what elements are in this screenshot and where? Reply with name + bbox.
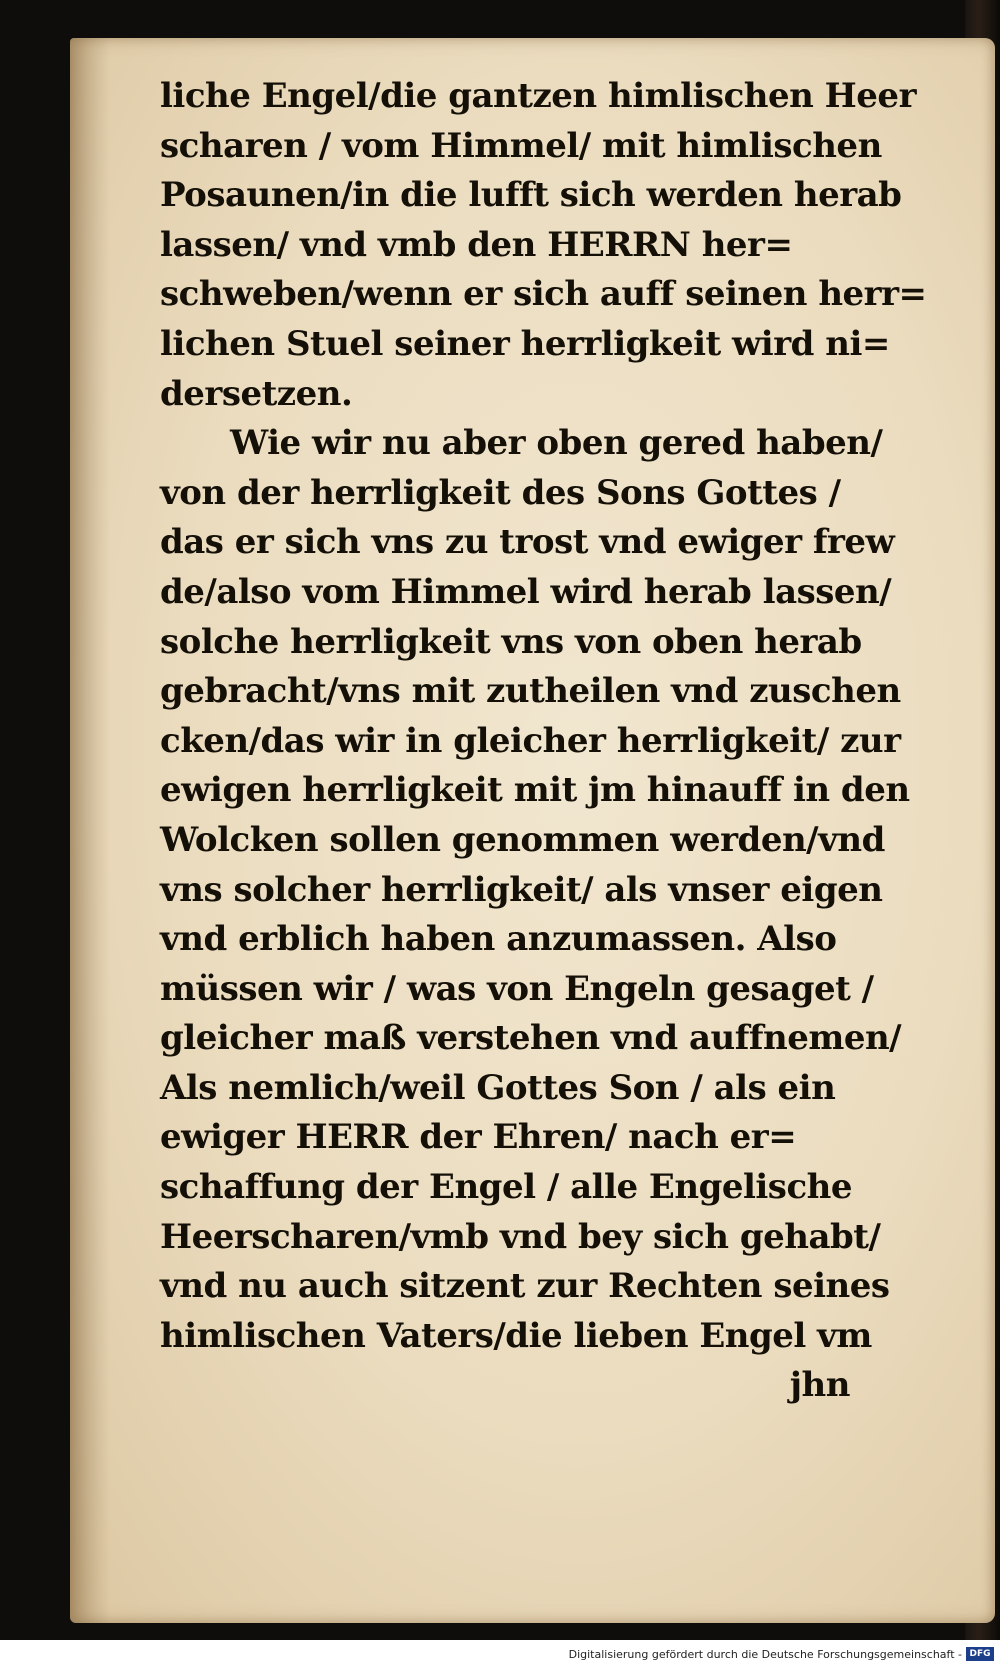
text-line: scharen / vom Himmel/ mit himlischen <box>160 125 882 166</box>
text-line: lassen/ vnd vmb den HERRN her= <box>160 224 793 265</box>
text-line: schaffung der Engel / alle Engelische <box>160 1167 852 1208</box>
text-line: dersetzen. <box>160 373 353 414</box>
text-line: müssen wir / was von Engeln gesaget / <box>160 968 874 1009</box>
text-line: lichen Stuel seiner herrligkeit wird ni= <box>160 323 890 364</box>
text-line: solche herrligkeit vns von oben herab <box>160 621 862 662</box>
text-line: Wie wir nu aber oben gered haben/ <box>230 423 883 464</box>
text-line: gebracht/vns mit zutheilen vnd zuschen <box>160 671 901 712</box>
text-line: Wolcken sollen genommen werden/vnd <box>160 819 885 860</box>
text-line: liche Engel/die gantzen himlischen Heer <box>160 76 916 116</box>
text-line: vnd nu auch sitzent zur Rechten seines <box>160 1266 890 1307</box>
text-line: Als nemlich/weil Gottes Son / als ein <box>160 1067 836 1108</box>
catchword: jhn <box>789 1365 850 1406</box>
text-line: vns solcher herrligkeit/ als vnser eigen <box>160 869 883 910</box>
text-line: Heerscharen/vmb vnd bey sich gehabt/ <box>160 1216 881 1257</box>
gutter-shadow <box>70 38 110 1623</box>
dfg-logo: DFG <box>966 1647 994 1661</box>
text-line: de/also vom Himmel wird herab lassen/ <box>160 571 892 612</box>
text-line: vnd erblich haben anzumassen. Also <box>160 919 837 960</box>
digitization-footer <box>0 1640 1000 1671</box>
page-text <box>160 72 927 1411</box>
text-line: das er sich vns zu trost vnd ewiger frew <box>160 522 895 563</box>
text-line: cken/das wir in gleicher herrligkeit/ zur <box>160 720 901 761</box>
text-line: ewiger HERR der Ehren/ nach er= <box>160 1117 797 1158</box>
text-line: himlischen Vaters/die lieben Engel vm <box>160 1315 872 1356</box>
text-line: Posaunen/in die lufft sich werden herab <box>160 175 902 216</box>
text-line: ewigen herrligkeit mit jm hinauff in den <box>160 770 910 811</box>
funding-credit: Digitalisierung gefördert durch die Deutsche Forschungsgemeinschaft - <box>568 1648 962 1661</box>
text-line: von der herrligkeit des Sons Gottes / <box>160 472 841 513</box>
text-line: gleicher maß verstehen vnd auffnemen/ <box>160 1018 902 1059</box>
text-line: schweben/wenn er sich auff seinen herr= <box>160 274 927 315</box>
